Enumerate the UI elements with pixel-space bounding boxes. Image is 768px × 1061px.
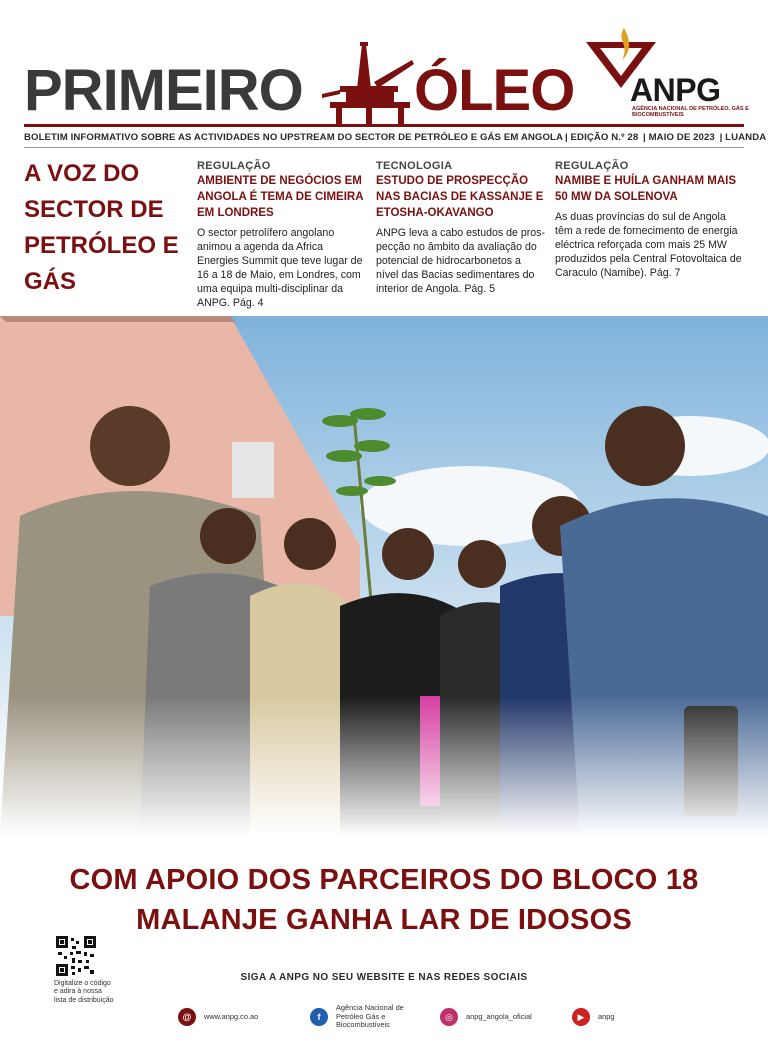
edition-city: | LUANDA — [719, 132, 767, 143]
title-primeiro: PRIMEIRO — [24, 58, 303, 123]
story-summary: As duas províncias do sul de Angola têm a rede de fornecimento de energia eléctrica reforçada com mais 25 MW produzidos pela Central Fotovoltaica de Caraculo (Namibe). Pág. 7 — [555, 211, 742, 279]
social-label: anpg — [598, 1011, 615, 1021]
tagline-rule — [24, 147, 744, 148]
story-summary: ANPG leva a cabo estudos de pros-pecção no âmbito da avaliação do potencial de hidrocarbonetos a nível das Bacias sedimentares do interior de Angola. Pág. 5 — [376, 227, 546, 295]
edition-meta — [563, 132, 766, 144]
slogan: A VOZ DO SECTOR DE PETRÓLEO E GÁS — [24, 160, 179, 295]
social-youtube[interactable] — [572, 1006, 614, 1028]
story-card[interactable] — [197, 160, 367, 310]
globe-icon: @ — [178, 1008, 196, 1026]
main-headline-line2: MALANJE GANHA LAR DE IDOSOS — [136, 904, 632, 936]
anpg-logo-text: ANPG — [630, 72, 721, 108]
masthead-rule — [24, 124, 744, 127]
social-label: Agência Nacional de Petróleo Gás e Biocombustíveis — [336, 1003, 404, 1030]
main-headline[interactable] — [0, 860, 768, 940]
story-kicker: TECNOLOGIA — [376, 160, 453, 172]
social-website[interactable] — [178, 1006, 258, 1028]
story-kicker: REGULAÇÃO — [197, 160, 271, 172]
title-oleo: ÓLEO — [414, 58, 575, 123]
facebook-icon: f — [310, 1008, 328, 1026]
social-label: anpg_angola_oficial — [466, 1011, 532, 1021]
masthead — [0, 0, 768, 150]
main-headline-line1: COM APOIO DOS PARCEIROS DO BLOCO 18 — [69, 864, 699, 896]
story-card[interactable] — [555, 160, 745, 281]
social-instagram[interactable] — [440, 1006, 532, 1028]
story-kicker: REGULAÇÃO — [555, 160, 629, 172]
cover-photo-illustration — [0, 316, 768, 836]
cover-photo — [0, 316, 768, 836]
anpg-logo-subtitle: AGÊNCIA NACIONAL DE PETRÓLEO, GÁS E BIOCOMBUSTÍVEIS — [632, 106, 749, 118]
story-headline[interactable]: AMBIENTE DE NEGÓCIOS EM ANGOLA É TEMA DE CIMEIRA EM LONDRES — [197, 175, 364, 219]
qr-code-icon[interactable] — [56, 936, 96, 976]
tagline: BOLETIM INFORMATIVO SOBRE AS ACTIVIDADES NO UPSTREAM DO SECTOR DE PETRÓLEO E GÁS EM ANGOLA — [24, 132, 563, 143]
follow-us-label: SIGA A ANPG NO SEU WEBSITE E NAS REDES SOCIAIS — [240, 972, 528, 983]
qr-note: Digitalize o código e adira à nossa lista de distribuição — [54, 980, 114, 1004]
youtube-icon: ▶ — [572, 1008, 590, 1026]
social-facebook[interactable] — [310, 1003, 422, 1030]
social-label: www.anpg.co.ao — [204, 1011, 259, 1021]
edition-date: | MAIO DE 2023 — [643, 132, 715, 143]
tagline-row — [24, 132, 767, 144]
edition-number: | EDIÇÃO N.º 28 — [565, 132, 639, 143]
instagram-icon: ◎ — [440, 1008, 458, 1026]
oil-rig-icon — [322, 42, 416, 126]
story-headline[interactable]: NAMIBE E HUÍLA GANHAM MAIS 50 MW DA SOLENOVA — [555, 175, 737, 203]
story-headline[interactable]: ESTUDO DE PROSPECÇÃO NAS BACIAS DE KASSANJE E ETOSHA-OKAVANGO — [376, 175, 544, 219]
story-card[interactable] — [376, 160, 546, 297]
story-summary: O sector petrolífero angolano animou a agenda da Africa Energies Summit que teve lugar de 16 a 18 de Maio, em Londres, com uma equipa multi-disciplinar da ANPG. Pág. 4 — [197, 227, 363, 309]
